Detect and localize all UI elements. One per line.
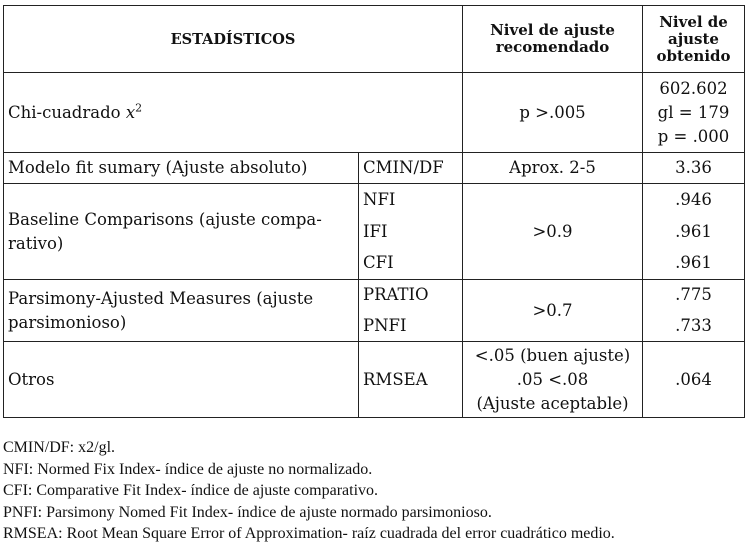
otros-recommended-line1: <.05 (buen ajuste) (474, 345, 631, 365)
chi-square-label-text: Chi-cuadrado (8, 102, 121, 122)
baseline-label (4, 184, 359, 280)
note-pnfi: PNFI: Parsimony Nomed Fit Index- índice de ajuste normado parsimonioso. (3, 503, 492, 521)
header-statistics: ESTADÍSTICOS (4, 6, 463, 73)
row-parsimony-pratio (4, 280, 745, 311)
row-baseline-nfi (4, 184, 745, 216)
parsimony-index-pratio: PRATIO (359, 280, 463, 311)
header-recommended-line2: recomendado (495, 38, 610, 56)
chi-square-df: gl = 179 (657, 102, 730, 122)
otros-obtained: .064 (643, 342, 745, 418)
header-obtained-line2: ajuste (668, 29, 719, 48)
parsimony-obtained-pratio: .775 (643, 280, 745, 311)
parsimony-label-line2: parsimonioso) (8, 312, 127, 332)
chi-square-obtained (643, 73, 745, 153)
parsimony-label (4, 280, 359, 342)
chi-square-recommended: p >.005 (463, 73, 643, 153)
table-notes (3, 437, 615, 545)
parsimony-label-line1: Parsimony-Ajusted Measures (ajuste (8, 288, 314, 308)
model-fit-obtained: 3.36 (643, 153, 745, 184)
chi-square-exponent: 2 (135, 101, 143, 114)
parsimony-obtained-pnfi: .733 (643, 311, 745, 342)
header-row (4, 6, 745, 73)
header-obtained-line1: Nivel de (659, 12, 728, 31)
baseline-label-line2: rativo) (8, 233, 64, 253)
header-obtained-line3: obtenido (656, 46, 731, 65)
header-recommended-line1: Nivel de ajuste (490, 21, 615, 39)
otros-recommended-line2: .05 <.08 (516, 369, 589, 389)
otros-index: RMSEA (359, 342, 463, 418)
row-model-fit (4, 153, 745, 184)
baseline-index-cfi: CFI (359, 248, 463, 280)
model-fit-recommended: Aprox. 2-5 (463, 153, 643, 184)
chi-square-label (4, 73, 463, 153)
chi-square-value: 602.602 (659, 78, 728, 98)
parsimony-index-pnfi: PNFI (359, 311, 463, 342)
note-cmin: CMIN/DF: x2/gl. (3, 439, 116, 456)
baseline-recommended: >0.9 (463, 184, 643, 280)
header-recommended (463, 6, 643, 73)
chi-square-symbol: x (125, 102, 136, 122)
baseline-obtained-cfi: .961 (643, 248, 745, 280)
baseline-index-nfi: NFI (359, 184, 463, 216)
row-chi-square (4, 73, 745, 153)
otros-recommended (463, 342, 643, 418)
model-fit-index: CMIN/DF (359, 153, 463, 184)
baseline-index-ifi: IFI (359, 216, 463, 248)
note-rmsea: RMSEA: Root Mean Square Error of Approximation- raíz cuadrada del error cuadrático medio. (3, 525, 615, 543)
baseline-obtained-ifi: .961 (643, 216, 745, 248)
note-cfi: CFI: Comparative Fit Index- índice de ajuste comparativo. (3, 482, 379, 500)
otros-label: Otros (4, 342, 359, 418)
note-nfi: NFI: Normed Fix Index- índice de ajuste no normalizado. (3, 460, 373, 478)
baseline-obtained-nfi: .946 (643, 184, 745, 216)
otros-recommended-line3: (Ajuste aceptable) (476, 393, 629, 413)
parsimony-recommended: >0.7 (463, 280, 643, 342)
chi-square-p: p = .000 (657, 126, 730, 146)
fit-indices-table (3, 5, 745, 418)
row-otros (4, 342, 745, 418)
model-fit-label: Modelo fit sumary (Ajuste absoluto) (4, 153, 359, 184)
header-obtained (643, 6, 745, 73)
baseline-label-line1: Baseline Comparisons (ajuste compa- (8, 209, 322, 229)
